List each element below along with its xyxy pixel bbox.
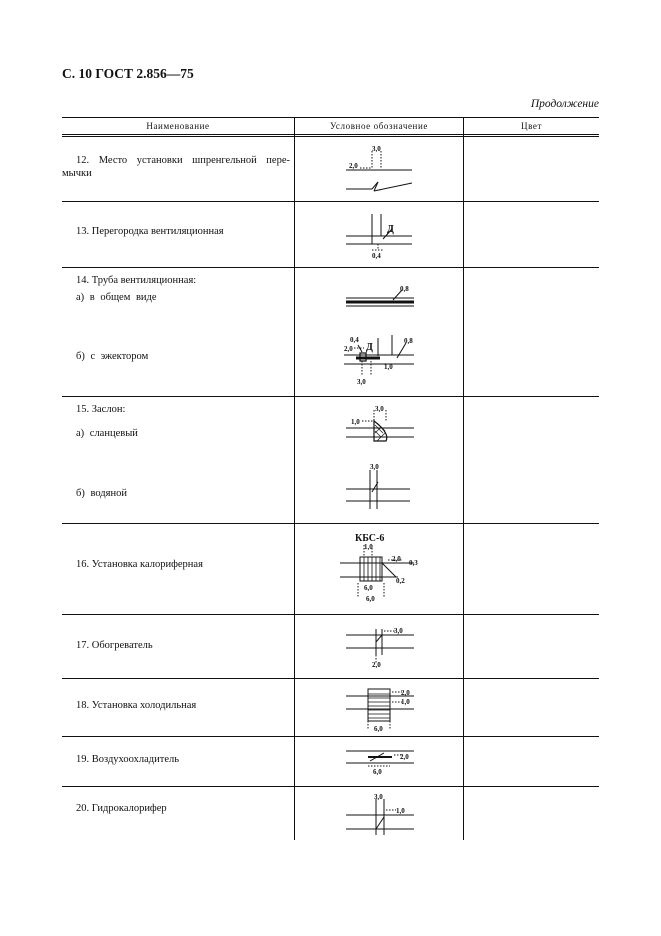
symbol-17-warmer bbox=[346, 629, 414, 663]
symbols-column bbox=[294, 117, 464, 840]
s14b-dim-08: 0,8 bbox=[404, 337, 413, 345]
s12-dim-3: 3,0 bbox=[372, 145, 381, 153]
symbol-15b-water-barrier bbox=[346, 470, 410, 509]
row-14a-name: а) в общем виде bbox=[76, 292, 157, 303]
s17-dim-3: 3,0 bbox=[394, 627, 403, 635]
s14b-dim-04: 0,4 bbox=[350, 336, 359, 344]
s14b-letter-d: Д bbox=[366, 342, 373, 353]
s13-letter-d: Д bbox=[387, 224, 394, 235]
row-13-name: 13. Перегородка вентиляционная bbox=[76, 226, 224, 237]
row-18-name: 18. Установка холодильная bbox=[76, 700, 197, 711]
row-12-line2: мычки bbox=[62, 168, 92, 179]
row-15-name: 15. Заслон: bbox=[76, 404, 126, 415]
row-14-name: 14. Труба вентиляционная: bbox=[76, 275, 197, 286]
s16-dim-02: 0,2 bbox=[396, 577, 405, 585]
s14b-dim-3: 3,0 bbox=[357, 378, 366, 386]
s16-title: КБС-6 bbox=[355, 533, 385, 544]
row-15b-name: б) водяной bbox=[76, 488, 127, 499]
s16-dim-03: 0,3 bbox=[409, 559, 418, 567]
row-12-name bbox=[62, 154, 290, 180]
s19-dim-2: 2,0 bbox=[400, 753, 409, 761]
row-16-name: 16. Установка калориферная bbox=[76, 559, 203, 570]
s19-dim-6: 6,0 bbox=[373, 768, 382, 776]
symbol-16-heater-unit bbox=[340, 545, 414, 597]
s15a-dim-3: 3,0 bbox=[375, 405, 384, 413]
continuation-label: Продолжение bbox=[530, 98, 599, 110]
s14b-dim-1: 1,0 bbox=[384, 363, 393, 371]
row-17-name: 17. Обогреватель bbox=[76, 640, 153, 651]
s18-dim-6: 6,0 bbox=[374, 725, 383, 733]
s20-dim-3: 3,0 bbox=[374, 793, 383, 801]
row-19-name: 19. Воздухоохладитель bbox=[76, 754, 180, 765]
page-header: С. 10 ГОСТ 2.856—75 bbox=[62, 66, 194, 81]
column-header-name: Наименование bbox=[146, 121, 210, 131]
s17-dim-2: 2,0 bbox=[372, 661, 381, 669]
s16-dim-1: 1,0 bbox=[364, 543, 373, 551]
row-12-line1: 12. Место установки шпренгельной пере- bbox=[76, 155, 290, 166]
s16-dim-6a: 6,0 bbox=[364, 584, 373, 592]
symbols-table bbox=[62, 117, 599, 840]
s16-dim-6b: 6,0 bbox=[366, 595, 375, 603]
s13-dim: 0,4 bbox=[372, 252, 381, 260]
row-15a-name: а) сланцевый bbox=[76, 428, 138, 439]
s12-dim-2: 2,0 bbox=[349, 162, 358, 170]
symbol-20-hydro-heater bbox=[346, 799, 414, 835]
s15a-dim-1: 1,0 bbox=[351, 418, 360, 426]
s18-dim-2: 2,0 bbox=[401, 689, 410, 697]
column-header-symbol: Условное обозначение bbox=[330, 121, 428, 131]
s14b-dim-2: 2,0 bbox=[344, 345, 353, 353]
symbol-13-partition bbox=[346, 214, 412, 250]
row-20-name: 20. Гидрокалорифер bbox=[76, 803, 167, 814]
s18-dim-1: 1,0 bbox=[401, 698, 410, 706]
row-14b-name: б) с эжектором bbox=[76, 351, 149, 362]
symbol-12-truss-jumper bbox=[346, 151, 412, 191]
column-header-color: Цвет bbox=[520, 121, 543, 131]
s15b-dim-3: 3,0 bbox=[370, 463, 379, 471]
s14a-dim: 0,8 bbox=[400, 285, 409, 293]
s16-dim-2: 2,0 bbox=[392, 555, 401, 563]
s20-dim-1: 1,0 bbox=[396, 807, 405, 815]
